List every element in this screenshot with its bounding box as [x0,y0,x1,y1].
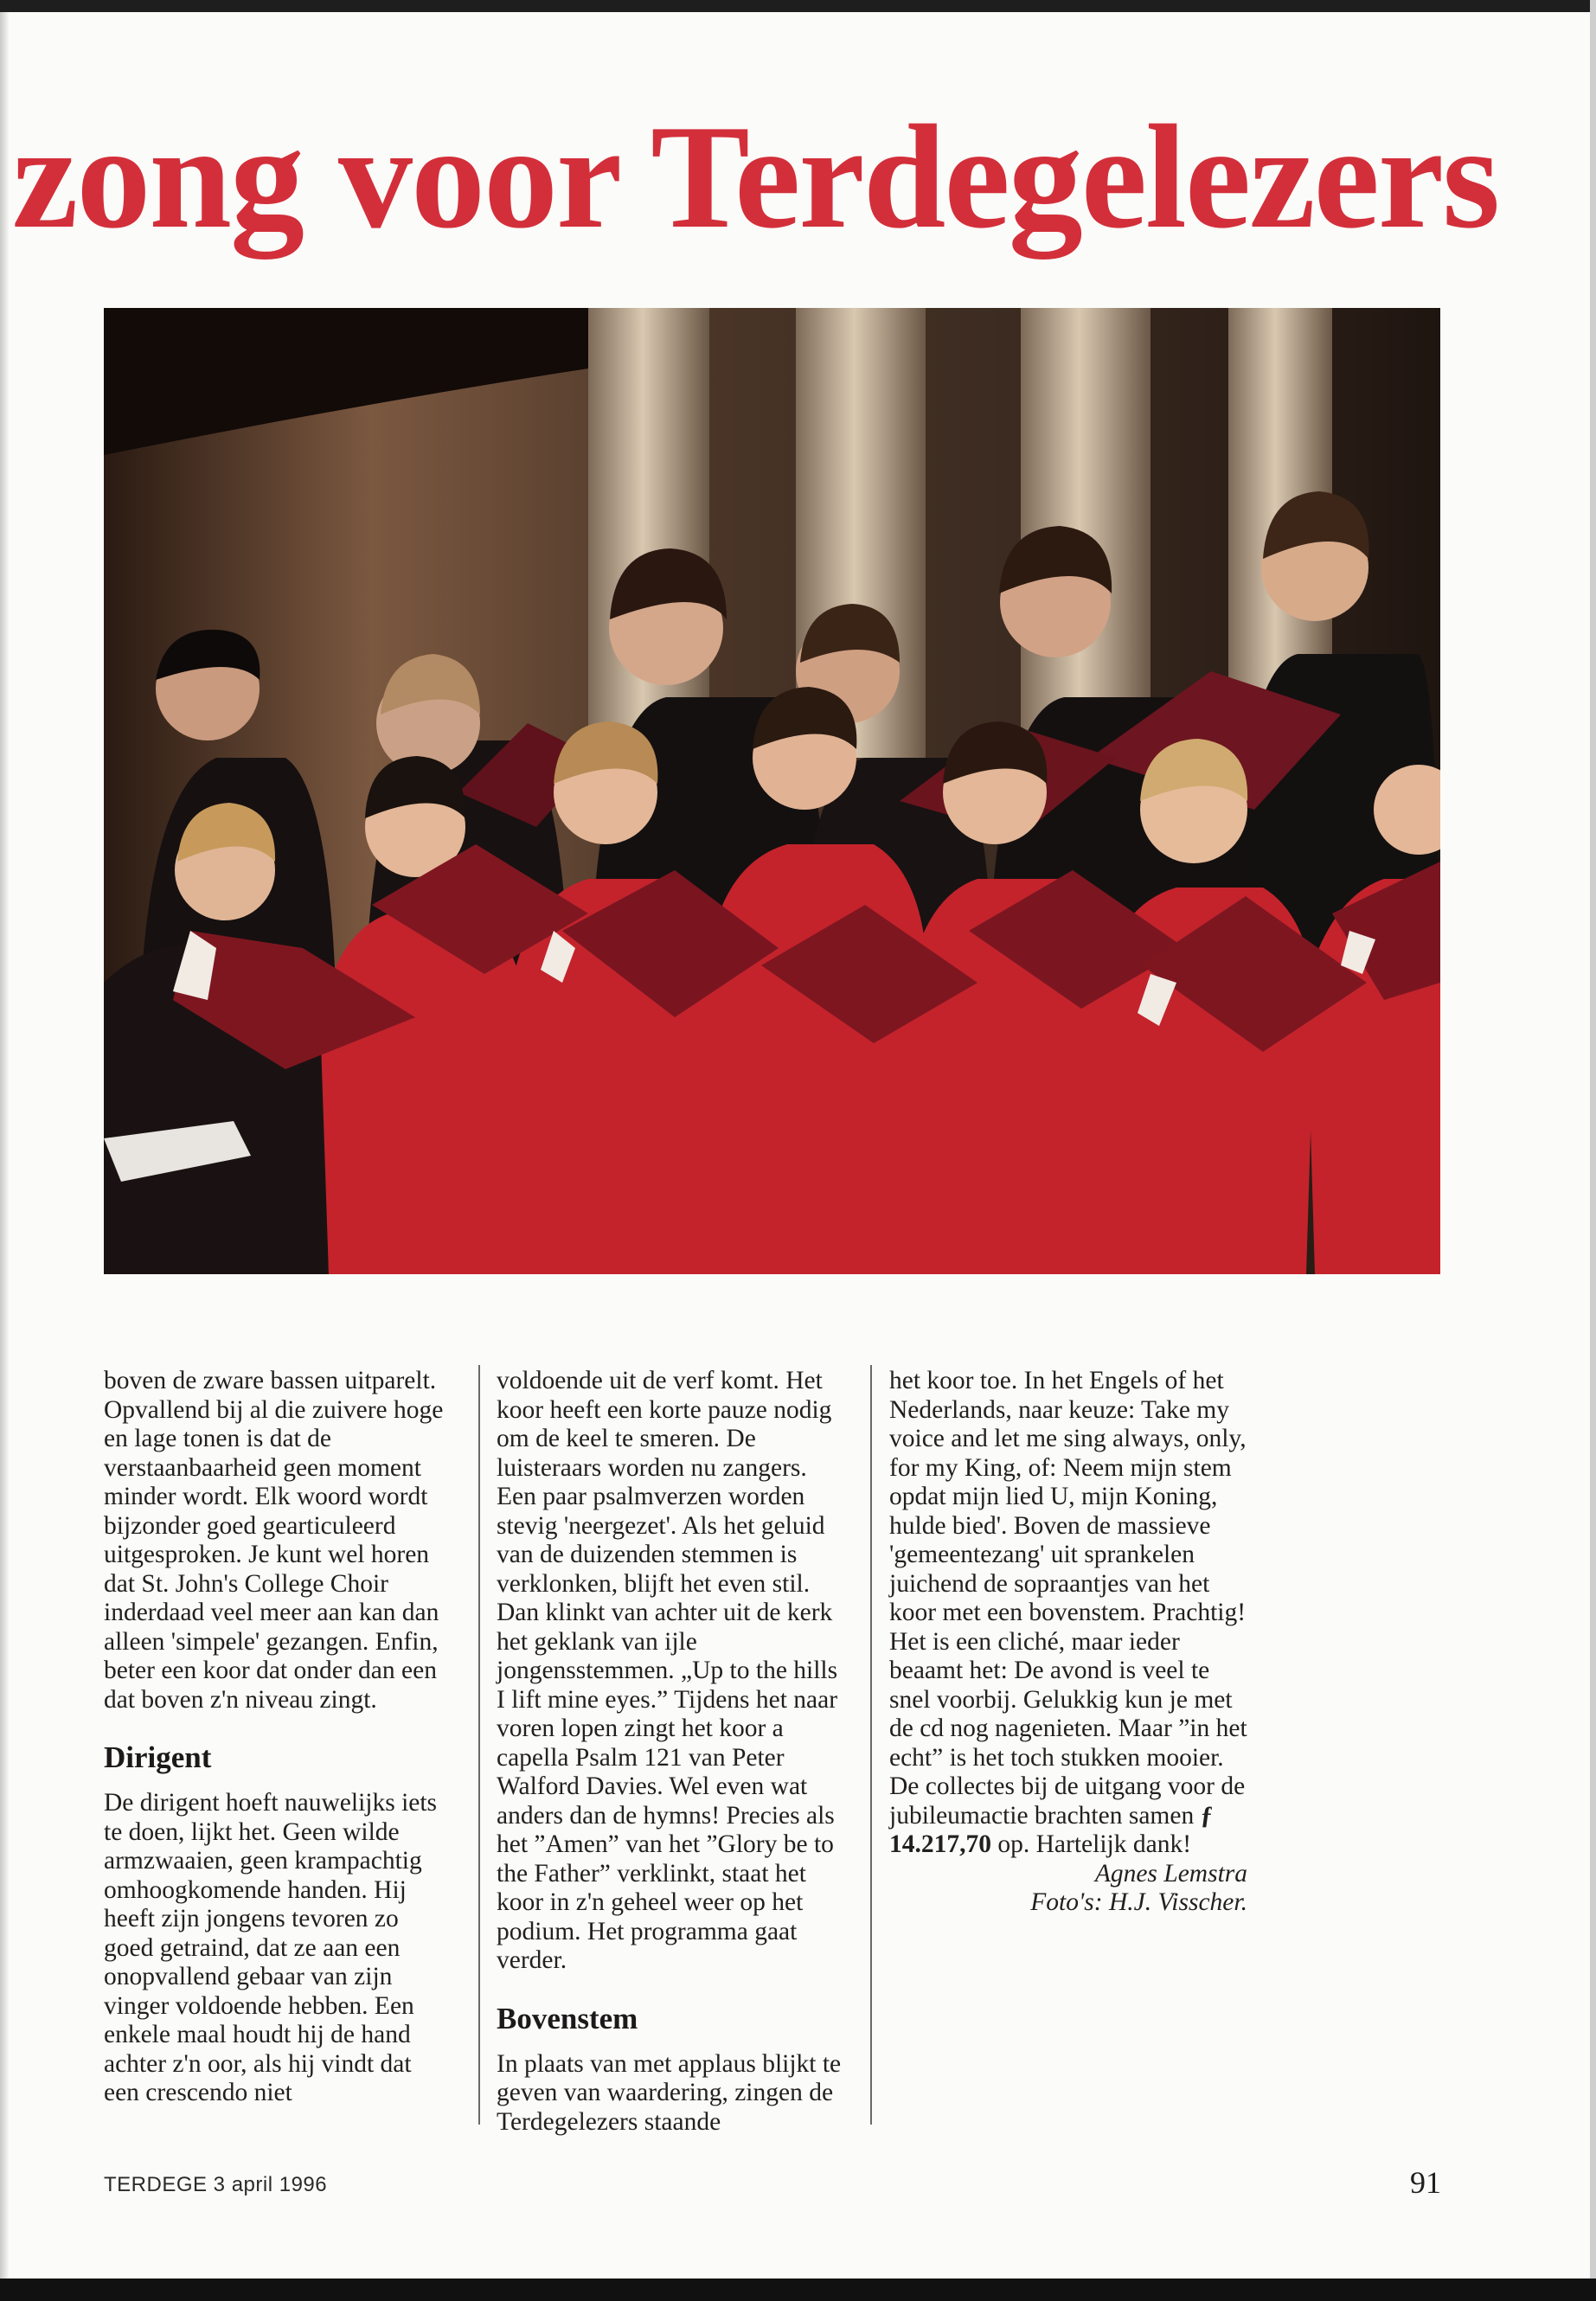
paragraph: Het is een cliché, maar ieder beaamt het: De avond is veel te snel voorbij. Gelukkig kun je met de cd nog nagenieten. Maar ”in het echt” is het toch stukken mooier. [889,1627,1247,1772]
collection-amount: ƒ 14.217,70 [889,1801,1214,1858]
column-rule [870,1365,872,2125]
subheading-bovenstem: Bovenstem [497,2001,638,2035]
choir-photo [104,308,1440,1274]
scan-edge-left [0,0,9,2301]
publication-footer: TERDEGE 3 april 1996 [104,2173,328,2196]
paragraph: In plaats van met applaus blijkt te geven van waardering, zingen de Terdegelezers staande [497,2049,842,2136]
scan-edge-right [1590,0,1596,2301]
article-column-2 [497,1367,851,2137]
paragraph: het koor toe. In het Engels of het Nederlands, naar keuze: Take my voice and let me sing always, only, for my King, of: Neem mijn stem opdat mijn lied U, mijn Koning, hulde bied'. Boven de massieve 'gemeentezang' uit sprankelen juichend de sopraantjes van het koor met een bovenstem. Prachtig! [889,1367,1247,1626]
scan-edge-top [0,0,1596,12]
text-run: De collectes bij de uitgang voor de jubileumactie brachten samen [889,1772,1246,1830]
paragraph: voldoende uit de verf komt. Het koor heeft een korte pauze nodig om de keel te smeren. De luisteraars worden nu zangers. Een paar psalmverzen worden stevig 'neergezet'. Als het geluid van de duizenden stemmen is verklonken, blijft het even stil. Dan klinkt van achter uit de kerk het geklank van ijle jongensstemmen. „Up to the hills I lift mine eyes.” Tijdens het naar voren lopen zingt het koor a capella Psalm 121 van Peter Walford Davies. Wel even wat anders dan de hymns! Precies als het ”Amen” van het ”Glory be to the Father” verklinkt, staat het koor in z'n geheel weer op het podium. Het programma gaat verder. [497,1367,838,1974]
paragraph: De dirigent hoeft nauwelijks iets te doen, lijkt het. Geen wilde armzwaaien, geen krampachtig omhoogkomende handen. Hij heeft zijn jongens tevoren zo goed getraind, dat ze aan een onopvallend gebaar van zijn vinger voldoende hebben. Een enkele maal houdt hij de hand achter z'n oor, als hij vindt dat een crescendo niet [104,1789,438,2106]
article-column-3 [889,1367,1253,1918]
paragraph: boven de zware bassen uitparelt. Opvallend bij al die zuivere hoge en lage tonen is dat de verstaanbaarheid geen moment minder wordt. Elk woord wordt bijzonder goed gearticuleerd uitgesproken. Je kunt wel horen dat St. John's College Choir inderdaad veel meer aan kan dan alleen 'simpele' gezangen. Enfin, beter een koor dat onder dan een dat boven z'n niveau zingt. [104,1367,444,1714]
text-run: op. Hartelijk dank! [991,1830,1192,1858]
author-byline: Agnes Lemstra [1094,1859,1247,1888]
photo-credit: Foto's: H.J. Visscher. [1030,1888,1247,1916]
pillar [588,308,709,758]
paragraph [889,1772,1253,1860]
page-number: 91 [1410,2165,1441,2200]
article-column-1 [104,1367,450,2108]
scan-edge-bottom [0,2279,1596,2301]
article-headline: zong voor Terdegelezers [12,95,1499,260]
subheading-dirigent: Dirigent [104,1740,212,1774]
column-rule [478,1365,480,2125]
